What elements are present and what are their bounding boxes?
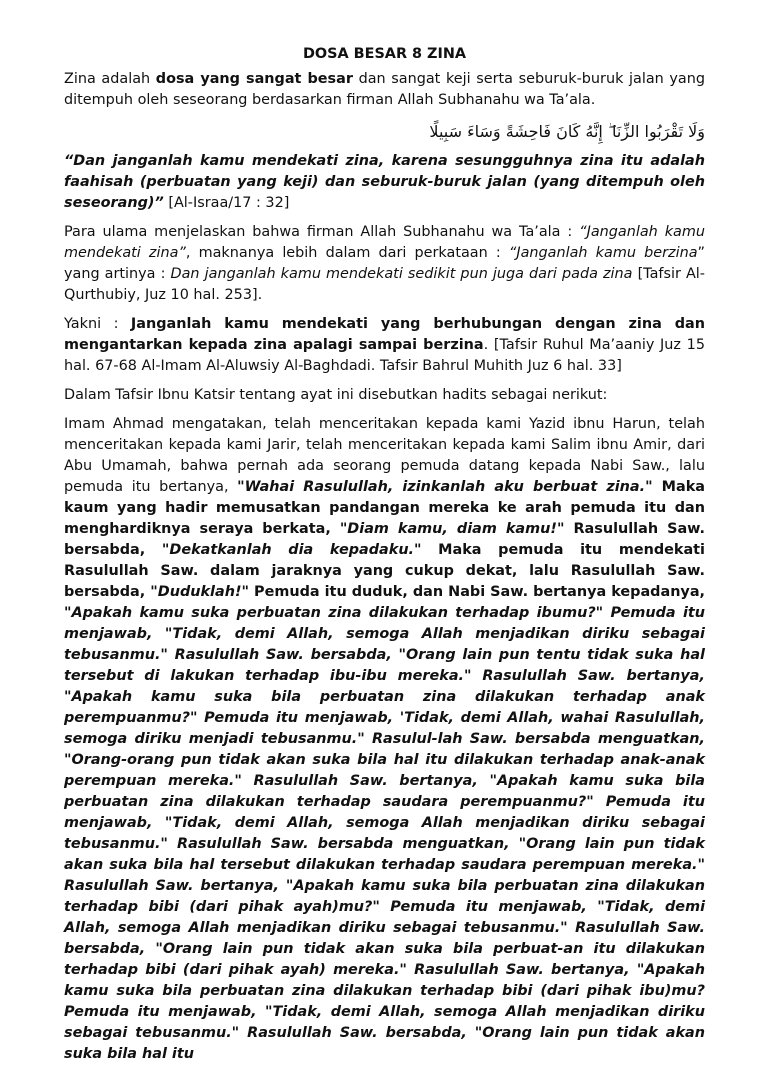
verse-translation-paragraph xyxy=(64,151,705,214)
ulama-text-a: Para ulama menjelaskan bahwa firman Allah Subhanahu wa Ta’ala : xyxy=(64,224,580,240)
document-page xyxy=(64,44,705,1065)
yakni-text-bold: Janganlah kamu mendekati yang berhubungan dengan zina dan mengantarkan kepada zina apalagi sampai berzina xyxy=(64,316,705,353)
verse-reference: [Al-Israa/17 : 32] xyxy=(163,195,290,211)
intro-text-a: Zina adalah xyxy=(64,71,156,87)
yakni-text-a: Yakni : xyxy=(64,316,131,332)
hadith-quote-4: "Duduklah!" xyxy=(150,584,250,600)
page-title: DOSA BESAR 8 ZINA xyxy=(302,46,467,62)
yakni-text-c: . [Tafsir Ruhul Ma’aaniy Juz 15 hal. 67-68 Al-Imam Al-Aluwsiy Al-Baghdadi. Tafsir Bahrul Muhith Juz 6 hal. 33] xyxy=(64,337,705,374)
hadith-paragraph xyxy=(64,414,705,1065)
ulama-text-f: Dan janganlah kamu mendekati sedikit pun juga dari pada zina xyxy=(170,266,633,282)
hadith-text-5: Pemuda itu duduk, dan Nabi Saw. bertanya kepadanya, xyxy=(249,584,705,600)
intro-paragraph xyxy=(64,69,705,111)
ulama-text-c: , maknanya lebih dalam dari perkataan : xyxy=(185,245,509,261)
hadith-text-2: " Maka kaum yang hadir memusatkan pandangan mereka ke arah pemuda itu dan menghardiknya seraya berkata, xyxy=(64,479,705,537)
ulama-text-d: “Janganlah kamu berzina xyxy=(508,245,698,261)
ulama-text-g: [Tafsir Al-Qurthubiy, Juz 10 hal. 253]. xyxy=(64,266,706,303)
ulama-paragraph xyxy=(64,222,705,306)
tafsir-intro-paragraph: Dalam Tafsir Ibnu Katsir tentang ayat ini disebutkan hadits sebagai nerikut: xyxy=(64,387,608,403)
hadith-quote-2: "Diam kamu, diam kamu! xyxy=(339,521,557,537)
ulama-text-b: “Janganlah kamu mendekati zina” xyxy=(64,224,705,261)
hadith-quote-3: "Dekatkanlah dia kepadaku." xyxy=(161,542,422,558)
ulama-text-e: ” yang artinya : xyxy=(64,245,705,282)
verse-translation: “Dan janganlah kamu mendekati zina, karena sesungguhnya zina itu adalah faahisah (perbuatan yang keji) dan seburuk-buruk jalan (yang ditempuh oleh seseorang)” xyxy=(64,153,705,211)
hadith-text-3: " Rasulullah Saw. bersabda, xyxy=(64,521,705,558)
yakni-paragraph xyxy=(64,314,705,377)
hadith-quote-1: "Wahai Rasulullah, izinkanlah aku berbuat zina. xyxy=(237,479,646,495)
intro-text-c: dan sangat keji serta seburuk-buruk jalan yang ditempuh oleh seseorang berdasarkan firman Allah Subhanahu wa Ta’ala. xyxy=(64,71,706,108)
hadith-text-4: Maka pemuda itu mendekati Rasulullah Saw. dalam jaraknya yang cukup dekat, lalu Rasulullah Saw. bersabda, xyxy=(64,542,705,600)
arabic-verse: وَلَا تَقْرَبُوا الزِّنَا ۖ إِنَّهُ كَانَ فَاحِشَةً وَسَاءَ سَبِيلًا xyxy=(429,122,705,141)
hadith-quote-5: "Apakah kamu suka perbuatan zina dilakukan terhadap ibumu?" Pemuda itu menjawab, "Tidak, demi Allah, semoga Allah menjadikan diriku sebagai tebusanmu." Rasulullah Saw. bersabda, "Orang lain pun tentu tidak suka hal tersebut di lakukan terhadap ibu-ibu mereka." Rasulullah Saw. bertanya, "Apakah kamu suka bila perbuatan zina dilakukan terhadap anak perempuanmu?" Pemuda itu menjawab, 'Tidak, demi Allah, wahai Rasulullah, semoga diriku menjadi tebusanmu." Rasulul-lah Saw. bersabda menguatkan, "Orang-orang pun tidak akan suka bila hal itu dilakukan terhadap anak-anak perempuan mereka." Rasulullah Saw. bertanya, "Apakah kamu suka bila perbuatan zina dilakukan terhadap saudara perempuanmu?" Pemuda itu menjawab, "Tidak, demi Allah, semoga Allah menjadikan diriku sebagai tebusanmu." Rasulullah Saw. bersabda menguatkan, "Orang lain pun tidak akan suka bila hal tersebut dilakukan terhadap saudara perempuan mereka." Rasulullah Saw. bertanya, "Apakah kamu suka bila perbuatan zina dilakukan terhadap bibi (dari pihak ayah)mu?" Pemuda itu menjawab, "Tidak, demi Allah, semoga Allah menjadikan diriku sebagai tebusanmu." Rasulullah Saw. bersabda, "Orang lain pun tidak akan suka bila perbuat-an itu dilakukan terhadap bibi (dari pihak ayah) mereka." Rasulullah Saw. bertanya, "Apakah kamu suka bila perbuatan zina dilakukan terhadap bibi (dari pihak ibu)mu? Pemuda itu menjawab, "Tidak, demi Allah, semoga Allah menjadikan diriku sebagai tebusanmu." Rasulullah Saw. bersabda, "Orang lain pun tidak akan suka bila hal itu xyxy=(64,605,705,1062)
intro-text-bold: dosa yang sangat besar xyxy=(155,71,353,87)
hadith-text-1: Imam Ahmad mengatakan, telah menceritakan kepada kami Yazid ibnu Harun, telah menceritakan kepada kami Jarir, telah menceritakan kepada kami Salim ibnu Amir, dari Abu Umamah, bahwa pernah ada seorang pemuda datang kepada Nabi Saw., lalu pemuda itu bertanya, xyxy=(64,416,705,495)
